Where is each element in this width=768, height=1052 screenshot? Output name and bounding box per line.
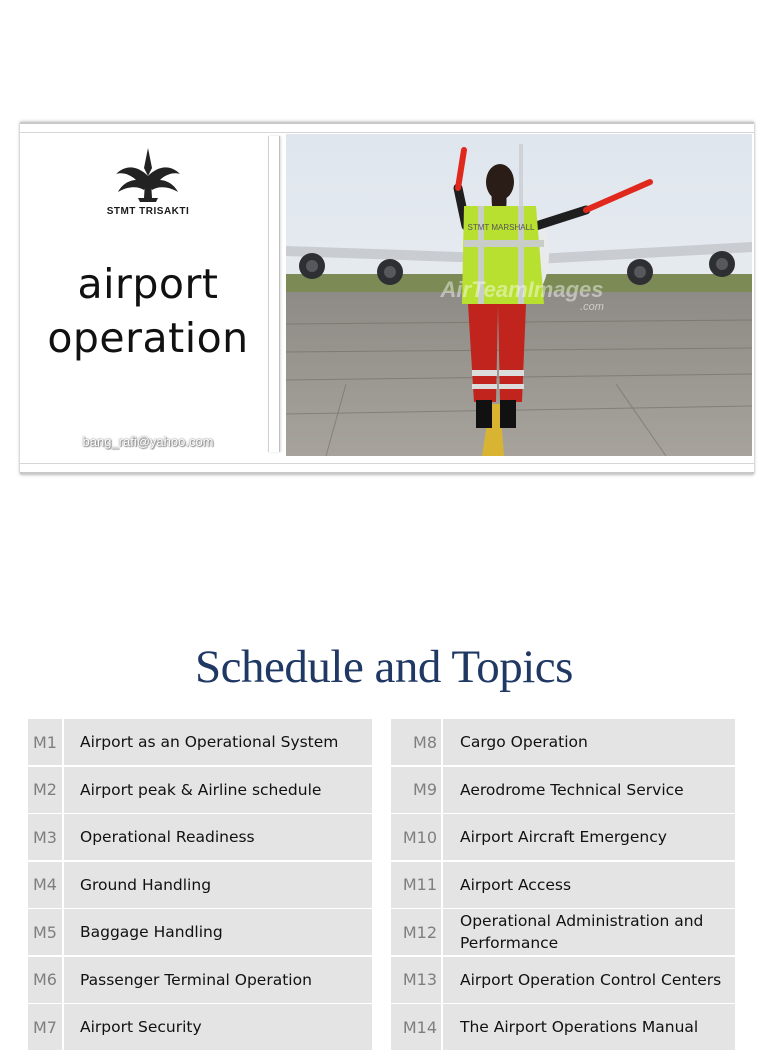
table-row <box>391 814 735 860</box>
schedule-table-left <box>28 719 372 1052</box>
table-row <box>391 719 735 765</box>
table-row <box>391 862 735 908</box>
module-topic: Airport Operation Control Centers <box>443 957 735 1003</box>
module-topic: Baggage Handling <box>64 909 372 955</box>
module-code: M5 <box>28 909 64 955</box>
slide-title-line-1: airport <box>77 260 219 308</box>
table-row <box>28 957 372 1003</box>
module-code: M14 <box>391 1004 443 1050</box>
author-email: bang_rafi@yahoo.com <box>82 434 214 449</box>
module-topic: Airport as an Operational System <box>64 719 372 765</box>
table-row <box>391 909 735 955</box>
module-topic: Cargo Operation <box>443 719 735 765</box>
logo-text: STMT TRISAKTI <box>106 206 190 217</box>
module-topic: Operational Administration and Performance <box>443 909 735 955</box>
module-topic: Ground Handling <box>64 862 372 908</box>
module-topic: Passenger Terminal Operation <box>64 957 372 1003</box>
module-topic: Airport Security <box>64 1004 372 1050</box>
module-code: M2 <box>28 767 64 813</box>
table-row <box>391 957 735 1003</box>
table-row <box>28 814 372 860</box>
module-code: M1 <box>28 719 64 765</box>
slide-bottom-rule <box>20 463 754 464</box>
table-row <box>28 719 372 765</box>
vest-text: STMT MARSHALL <box>467 223 535 232</box>
module-code: M13 <box>391 957 443 1003</box>
module-code: M4 <box>28 862 64 908</box>
marshaller-photo <box>286 134 752 456</box>
module-topic: Aerodrome Technical Service <box>443 767 735 813</box>
stmt-trisakti-logo-icon <box>108 146 188 206</box>
module-code: M11 <box>391 862 443 908</box>
module-topic: Operational Readiness <box>64 814 372 860</box>
title-slide <box>20 122 754 474</box>
module-code: M6 <box>28 957 64 1003</box>
module-topic: Airport Aircraft Emergency <box>443 814 735 860</box>
module-code: M12 <box>391 909 443 955</box>
slide-top-rule <box>20 132 754 133</box>
module-code: M7 <box>28 1004 64 1050</box>
schedule-table-right <box>391 719 735 1052</box>
panel-divider <box>268 136 280 452</box>
module-code: M10 <box>391 814 443 860</box>
photo-watermark: AirTeamImages <box>440 277 604 302</box>
table-row <box>28 862 372 908</box>
title-panel <box>20 134 270 460</box>
module-topic: The Airport Operations Manual <box>443 1004 735 1050</box>
table-row <box>28 1004 372 1050</box>
table-row <box>28 909 372 955</box>
module-topic: Airport Access <box>443 862 735 908</box>
slide-title-line-2: operation <box>47 314 249 362</box>
module-code: M9 <box>391 767 443 813</box>
schedule-title: Schedule and Topics <box>195 641 573 693</box>
table-row <box>391 767 735 813</box>
photo-watermark-sub: .com <box>580 301 604 313</box>
module-code: M3 <box>28 814 64 860</box>
module-code: M8 <box>391 719 443 765</box>
marshaller-photo-illustration <box>286 134 752 456</box>
module-topic: Airport peak & Airline schedule <box>64 767 372 813</box>
table-row <box>391 1004 735 1050</box>
table-row <box>28 767 372 813</box>
